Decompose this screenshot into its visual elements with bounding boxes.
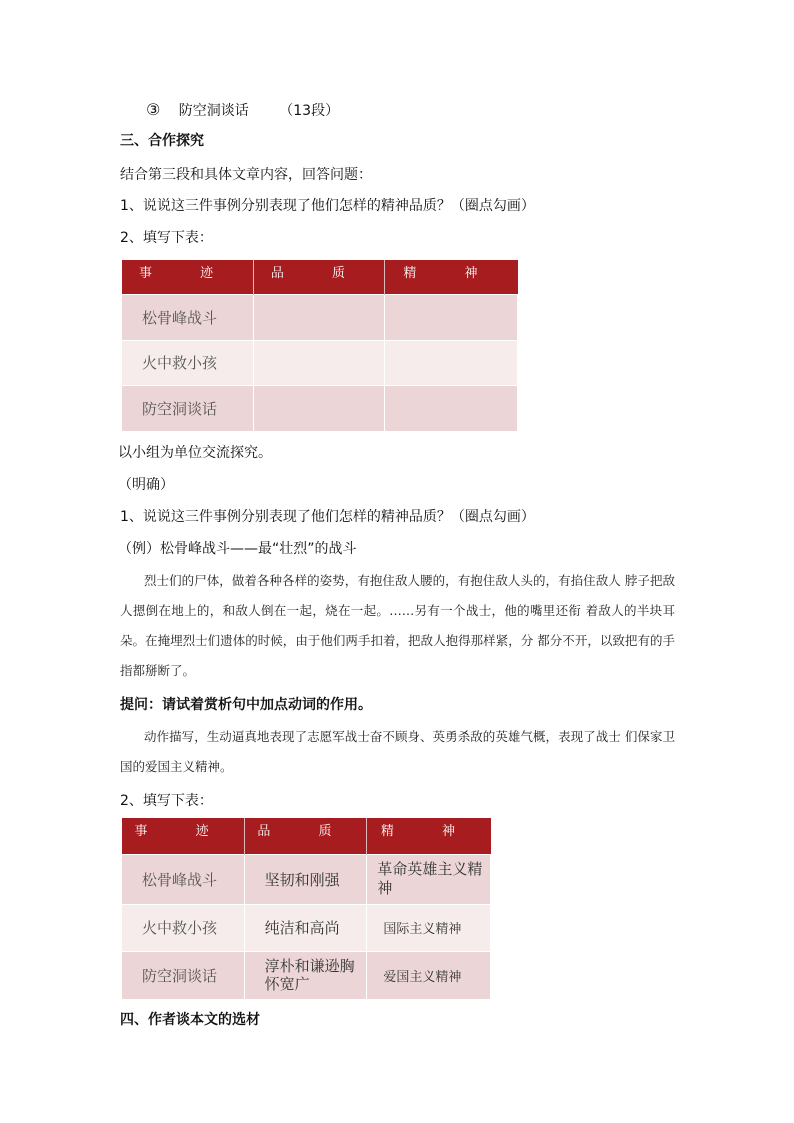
cell-spirit: 革命英雄主义精神 [367, 854, 491, 904]
list-item-3 [146, 100, 339, 121]
cell-deed: 防空洞谈话 [122, 385, 254, 431]
cell-deed: 松骨峰战斗 [122, 854, 245, 904]
cell-spirit-blank[interactable] [385, 294, 518, 340]
item-text: 防空洞谈话 [178, 103, 249, 119]
cell-spirit: 国际主义精神 [367, 904, 491, 951]
table-empty [121, 260, 518, 432]
table-row [122, 385, 518, 431]
table-row [122, 951, 491, 999]
quote-paragraph: 烈士们的尸体，做着各种各样的姿势，有抱住敌人腰的，有抱住敌人头的，有掐住敌人 脖子把敌人摁倒在地上的，和敌人倒在一起，烧在一起。……另有一个战士，他的嘴里还衔 着敌人的半块耳朵。在掩埋烈士们遗体的时候，由于他们两手扣着，把敌人抱得那样紧，分 都分不开，以致把有的手指都掰断了。 [120, 573, 675, 678]
table-answers [121, 818, 491, 1000]
circled-number: ③ [146, 100, 161, 119]
question-appreciate: 提问：请试着赏析句中加点动词的作用。 [120, 697, 372, 713]
question-2: 2、填写下表： [120, 230, 213, 246]
clarify-label: （明确） [118, 477, 174, 493]
cell-quality: 坚韧和刚强 [244, 854, 367, 904]
cell-deed: 防空洞谈话 [122, 951, 245, 999]
cell-deed: 松骨峰战斗 [122, 294, 254, 340]
header-deeds: 事 迹 [122, 818, 245, 854]
group-note: 以小组为单位交流探究。 [118, 445, 272, 461]
cell-deed: 火中救小孩 [122, 340, 254, 385]
header-deeds: 事 迹 [122, 260, 254, 294]
cell-spirit-blank[interactable] [385, 385, 518, 431]
cell-quality: 淳朴和谦逊胸怀宽广 [244, 951, 367, 999]
cell-spirit: 爱国主义精神 [367, 951, 491, 999]
table-row [122, 854, 491, 904]
header-spirit: 精 神 [367, 818, 491, 854]
section-4-title: 四、作者谈本文的选材 [120, 1012, 260, 1028]
header-spirit: 精 神 [385, 260, 518, 294]
header-quality: 品 质 [244, 818, 367, 854]
table-row [122, 904, 491, 951]
cell-quality-blank[interactable] [253, 385, 385, 431]
cell-quality-blank[interactable] [253, 340, 385, 385]
table-header-row [122, 818, 491, 854]
example-title: （例）松骨峰战斗——最“壮烈”的战斗 [118, 541, 357, 557]
question-1-repeat: 1、说说这三件事例分别表现了他们怎样的精神品质？（圈点勾画） [120, 509, 535, 525]
item-note: （13段） [279, 103, 340, 119]
answer-paragraph: 动作描写，生动逼真地表现了志愿军战士奋不顾身、英勇杀敌的英雄气概，表现了战士 们保家卫国的爱国主义精神。 [120, 729, 675, 774]
table-header-row [122, 260, 518, 294]
section-3-title: 三、合作探究 [120, 133, 204, 149]
cell-spirit-blank[interactable] [385, 340, 518, 385]
cell-quality: 纯洁和高尚 [244, 904, 367, 951]
cell-quality-blank[interactable] [253, 294, 385, 340]
table-row [122, 340, 518, 385]
cell-deed: 火中救小孩 [122, 904, 245, 951]
header-quality: 品 质 [253, 260, 385, 294]
question-2-repeat: 2、填写下表： [120, 793, 213, 809]
question-1: 1、说说这三件事例分别表现了他们怎样的精神品质？（圈点勾画） [120, 198, 535, 214]
instruction: 结合第三段和具体文章内容，回答问题： [120, 167, 372, 183]
table-row [122, 294, 518, 340]
